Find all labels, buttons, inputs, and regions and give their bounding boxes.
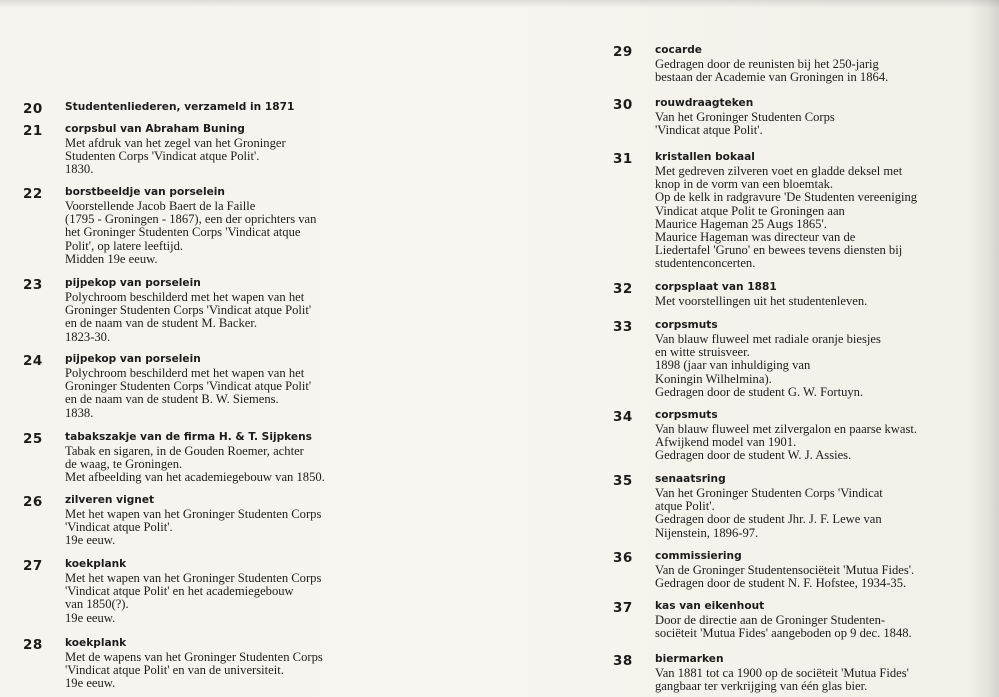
entry-description-line: 19e eeuw. xyxy=(65,533,116,548)
entry-description-line: Maurice Hageman was directeur van de xyxy=(655,230,856,245)
entry-description-line: van 1850(?). xyxy=(65,597,129,612)
entry-number: 35 xyxy=(613,473,633,489)
entry-title: pijpekop van porselein xyxy=(65,353,201,365)
entry-description-line: Polychroom beschilderd met het wapen van het xyxy=(65,366,305,380)
entry-title: corpsmuts xyxy=(655,319,718,331)
entry-description-line: Met de wapens van het Groninger Studenten Corps xyxy=(65,650,323,664)
entry-title: zilveren vignet xyxy=(65,494,155,506)
entry-number: 27 xyxy=(23,558,43,574)
entry-description-line: bestaan der Academie van Groningen in 1864. xyxy=(655,70,889,85)
entry-description-line: 19e eeuw. xyxy=(65,610,116,625)
entry-description-line: Polit', op latere leeftijd. xyxy=(65,238,184,253)
catalog-entry xyxy=(613,599,912,641)
catalog-entry xyxy=(613,43,889,85)
entry-description-line: Gedragen door de student N. F. Hofstee, 1934-35. xyxy=(655,576,907,591)
entry-number: 29 xyxy=(613,44,633,60)
entry-description-line: Met afdruk van het zegel van het Groninger xyxy=(65,136,286,150)
entry-description-line: Van het Groninger Studenten Corps 'Vindicat xyxy=(655,486,883,500)
entry-number: 33 xyxy=(613,319,633,335)
entry-description-line: Liedertafel 'Gruno' en bewees tevens diensten bij xyxy=(655,243,903,258)
entry-number: 22 xyxy=(23,186,43,202)
entry-description-line: 'Vindicat atque Polit'. xyxy=(655,123,763,138)
entry-description-line: Van blauw fluweel met radiale oranje biesjes xyxy=(655,332,881,346)
entry-number: 31 xyxy=(613,151,633,167)
entry-title: borstbeeldje van porselein xyxy=(65,186,225,198)
entry-description-line: 1830. xyxy=(65,162,94,177)
entry-description-line: Groninger Studenten Corps 'Vindicat atque Polit' xyxy=(65,303,312,318)
entry-title: koekplank xyxy=(65,558,127,570)
catalog-entry xyxy=(23,276,312,344)
entry-description-line: en witte struisveer. xyxy=(655,345,750,360)
entry-number: 23 xyxy=(23,277,43,293)
entry-description-line: Polychroom beschilderd met het wapen van het xyxy=(65,290,305,304)
entry-description-line: Vindicat atque Polit te Groningen aan xyxy=(655,203,845,218)
entry-description-line: Koningin Wilhelmina). xyxy=(655,371,772,386)
catalog-entry xyxy=(613,652,909,694)
entry-description-line: Groninger Studenten Corps 'Vindicat atque Polit' xyxy=(65,379,312,394)
entry-description-line: Door de directie aan de Groninger Studenten- xyxy=(655,613,886,627)
catalog-entry xyxy=(23,493,322,548)
entry-description-line: (1795 - Groningen - 1867), een der oprichters van xyxy=(65,212,317,227)
entry-description-line: Afwijkend model van 1901. xyxy=(655,435,797,450)
entry-description-line: gangbaar ter verkrijging van één glas bier. xyxy=(655,679,868,694)
entry-title: pijpekop van porselein xyxy=(65,277,201,289)
entry-description-line: atque Polit'. xyxy=(655,499,715,514)
entry-description-line: het Groninger Studenten Corps 'Vindicat atque xyxy=(65,225,301,240)
page-top-shadow xyxy=(0,0,999,8)
entry-title: corpsmuts xyxy=(655,409,718,421)
entry-description-line: Midden 19e eeuw. xyxy=(65,251,158,266)
entry-title: cocarde xyxy=(655,44,702,56)
entry-description-line: Met gedreven zilveren voet en gladde deksel met xyxy=(655,164,903,178)
entry-title: commissiering xyxy=(655,550,742,562)
catalog-entry xyxy=(613,408,918,463)
catalog-entry xyxy=(613,280,868,308)
entry-description-line: en de naam van de student M. Backer. xyxy=(65,316,257,331)
entry-description-line: 'Vindicat atque Polit' en van de universiteit. xyxy=(65,663,284,678)
entry-number: 37 xyxy=(613,600,633,616)
entry-title: corpsbul van Abraham Buning xyxy=(65,123,245,135)
entry-title: biermarken xyxy=(655,653,724,665)
entry-description-line: Met het wapen van het Groninger Studenten Corps xyxy=(65,571,322,585)
entry-number: 24 xyxy=(23,353,43,369)
entry-number: 38 xyxy=(613,653,633,669)
entry-description-line: Gedragen door de student G. W. Fortuyn. xyxy=(655,384,864,399)
catalog-entry xyxy=(23,430,325,485)
catalog-entry xyxy=(613,472,883,540)
entry-description-line: Gedragen door de student W. J. Assies. xyxy=(655,448,852,463)
entry-description-line: Gedragen door de student Jhr. J. F. Lewe van xyxy=(655,512,882,527)
catalog-entry xyxy=(613,96,835,138)
entry-description-line: Van blauw fluweel met zilvergalon en paarse kwast. xyxy=(655,422,918,436)
entry-title: rouwdraagteken xyxy=(655,97,754,109)
entry-number: 32 xyxy=(613,281,633,297)
entry-description-line: 1823-30. xyxy=(65,329,111,344)
entry-description-line: Maurice Hageman 25 Augs 1865'. xyxy=(655,216,827,231)
entry-number: 25 xyxy=(23,431,43,447)
entry-title: kristallen bokaal xyxy=(655,151,755,163)
entry-number: 26 xyxy=(23,494,43,510)
entry-title: senaatsring xyxy=(655,473,726,485)
catalog-entry xyxy=(23,122,286,177)
entry-description-line: Voorstellende Jacob Baert de la Faille xyxy=(65,199,256,213)
entry-description-line: 1898 (jaar van inhuldiging van xyxy=(655,358,811,373)
catalog-entry xyxy=(613,549,915,591)
entry-description-line: Met afbeelding van het academiegebouw van 1850. xyxy=(65,470,325,485)
catalog-entry xyxy=(613,150,918,271)
entry-description-line: Met het wapen van het Groninger Studenten Corps xyxy=(65,507,322,521)
entry-number: 21 xyxy=(23,123,43,139)
entry-title: tabakszakje van de firma H. & T. Sijpkens xyxy=(65,431,312,443)
catalog-entry xyxy=(23,352,312,420)
entry-description-line: sociëteit 'Mutua Fides' aangeboden op 9 dec. 1848. xyxy=(655,626,912,641)
page-right-edge xyxy=(969,0,999,697)
entry-title: Studentenliederen, verzameld in 1871 xyxy=(65,101,295,113)
catalog-entry xyxy=(23,636,323,691)
catalog-entry xyxy=(23,185,317,266)
entry-description-line: Met voorstellingen uit het studentenleven. xyxy=(655,294,868,308)
entry-title: corpsplaat van 1881 xyxy=(655,281,777,293)
entry-description-line: en de naam van de student B. W. Siemens. xyxy=(65,392,279,407)
entry-description-line: Gedragen door de reunisten bij het 250-jarig xyxy=(655,57,879,71)
entry-description-line: Op de kelk in radgravure 'De Studenten vereeniging xyxy=(655,190,918,205)
entry-number: 36 xyxy=(613,550,633,566)
entry-description-line: 'Vindicat atque Polit' en het academiegebouw xyxy=(65,584,294,599)
catalog-entry xyxy=(613,318,881,399)
entry-description-line: Tabak en sigaren, in de Gouden Roemer, achter xyxy=(65,444,304,458)
entry-description-line: 1838. xyxy=(65,405,94,420)
entry-title: koekplank xyxy=(65,637,127,649)
entry-description-line: 'Vindicat atque Polit'. xyxy=(65,520,173,535)
catalog-entry xyxy=(23,100,295,117)
entry-description-line: Studenten Corps 'Vindicat atque Polit'. xyxy=(65,149,260,164)
entry-number: 28 xyxy=(23,637,43,653)
entry-description-line: Van het Groninger Studenten Corps xyxy=(655,110,835,124)
entry-description-line: de waag, te Groningen. xyxy=(65,457,183,472)
entry-description-line: Nijenstein, 1896-97. xyxy=(655,525,759,540)
entry-number: 20 xyxy=(23,101,43,117)
entry-description-line: 19e eeuw. xyxy=(65,676,116,691)
entry-title: kas van eikenhout xyxy=(655,600,765,612)
entry-description-line: studentenconcerten. xyxy=(655,256,756,271)
entry-description-line: Van de Groninger Studentensociëteit 'Mutua Fides'. xyxy=(655,563,915,577)
catalog-entry xyxy=(23,557,322,625)
entry-description-line: knop in de vorm van een bloemtak. xyxy=(655,177,834,192)
entry-number: 34 xyxy=(613,409,633,425)
entry-number: 30 xyxy=(613,97,633,113)
entry-description-line: Van 1881 tot ca 1900 op de sociëteit 'Mutua Fides' xyxy=(655,666,909,680)
